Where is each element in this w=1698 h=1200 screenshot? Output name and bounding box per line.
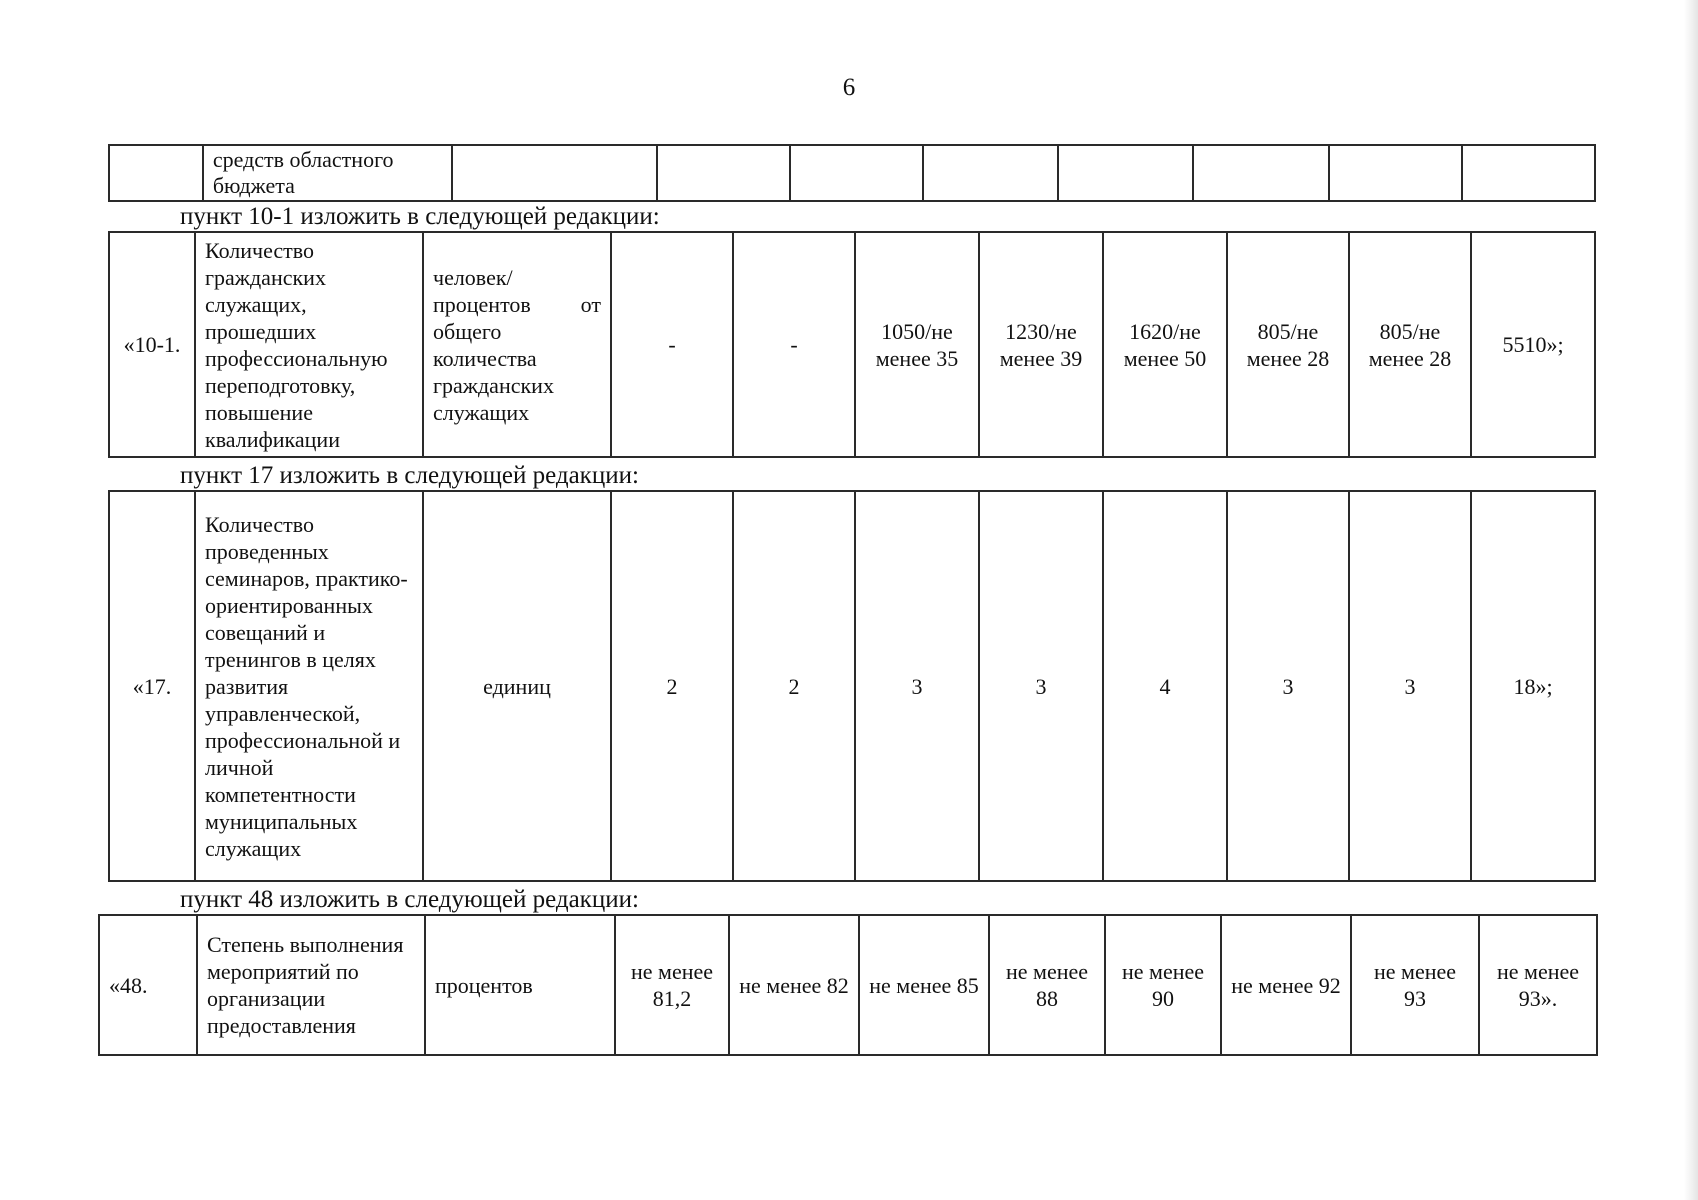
item-table <box>108 490 1596 882</box>
cell-value <box>1462 145 1595 201</box>
item-value: 5510»; <box>1471 232 1595 457</box>
cell-value <box>1058 145 1193 201</box>
item-value: 2 <box>733 491 855 881</box>
item-value: не менее 93». <box>1479 915 1597 1055</box>
cell-value <box>923 145 1058 201</box>
item-number: «17. <box>109 491 195 881</box>
table-row <box>109 491 1595 881</box>
item-value: 805/не менее 28 <box>1349 232 1471 457</box>
unit-line: человек/ <box>433 264 513 290</box>
item-table <box>98 914 1598 1056</box>
item-value: не менее 82 <box>729 915 859 1055</box>
scan-edge <box>1684 0 1698 1200</box>
item-number: «48. <box>99 915 197 1055</box>
item-unit: процентов <box>425 915 615 1055</box>
cell-num <box>109 145 203 201</box>
item-name: Количество проведенных семинаров, практико-ориентированных совещаний и тренингов в целях развития управленческой, профессиональной и личной компетентности муниципальных служащих <box>195 491 423 881</box>
table-row <box>109 145 1595 201</box>
item-value: 805/не менее 28 <box>1227 232 1349 457</box>
cell-value <box>1193 145 1328 201</box>
item-value: 1050/не менее 35 <box>855 232 979 457</box>
section-caption: пункт 48 изложить в следующей редакции: <box>180 886 639 913</box>
item-value: - <box>611 232 733 457</box>
table-row <box>99 915 1597 1055</box>
cell-value <box>1329 145 1462 201</box>
item-unit <box>423 232 611 457</box>
item-value: не менее 90 <box>1105 915 1221 1055</box>
page-number: 6 <box>842 74 856 101</box>
item-name: Степень выполнения мероприятий по организации предоставления <box>197 915 425 1055</box>
fragment-table <box>108 144 1596 202</box>
cell-value <box>657 145 790 201</box>
item-table <box>108 231 1596 458</box>
item-value: 3 <box>1349 491 1471 881</box>
item-value: 1620/не менее 50 <box>1103 232 1227 457</box>
item-value: 3 <box>1227 491 1349 881</box>
item-value: 4 <box>1103 491 1227 881</box>
unit-line: процентов от <box>433 291 601 317</box>
item-value: - <box>733 232 855 457</box>
item-name: Количество гражданских служащих, прошедших профессиональную переподготовку, повышение квалификации <box>195 232 423 457</box>
item-value: не менее 81,2 <box>615 915 729 1055</box>
item-number: «10-1. <box>109 232 195 457</box>
item-value: не менее 92 <box>1221 915 1351 1055</box>
table-row <box>109 232 1595 457</box>
cell-unit <box>452 145 657 201</box>
unit-line: общего количества гражданских служащих <box>433 318 554 425</box>
item-value: 18»; <box>1471 491 1595 881</box>
item-unit: единиц <box>423 491 611 881</box>
item-value: 3 <box>855 491 979 881</box>
section-caption: пункт 17 изложить в следующей редакции: <box>180 462 639 489</box>
section-caption: пункт 10-1 изложить в следующей редакции: <box>180 203 660 230</box>
item-value: не менее 88 <box>989 915 1105 1055</box>
item-value: 2 <box>611 491 733 881</box>
cell-value <box>790 145 923 201</box>
item-value: 1230/не менее 39 <box>979 232 1103 457</box>
item-value: не менее 93 <box>1351 915 1479 1055</box>
item-value: не менее 85 <box>859 915 989 1055</box>
item-value: 3 <box>979 491 1103 881</box>
cell-name: средств областного бюджета <box>203 145 452 201</box>
